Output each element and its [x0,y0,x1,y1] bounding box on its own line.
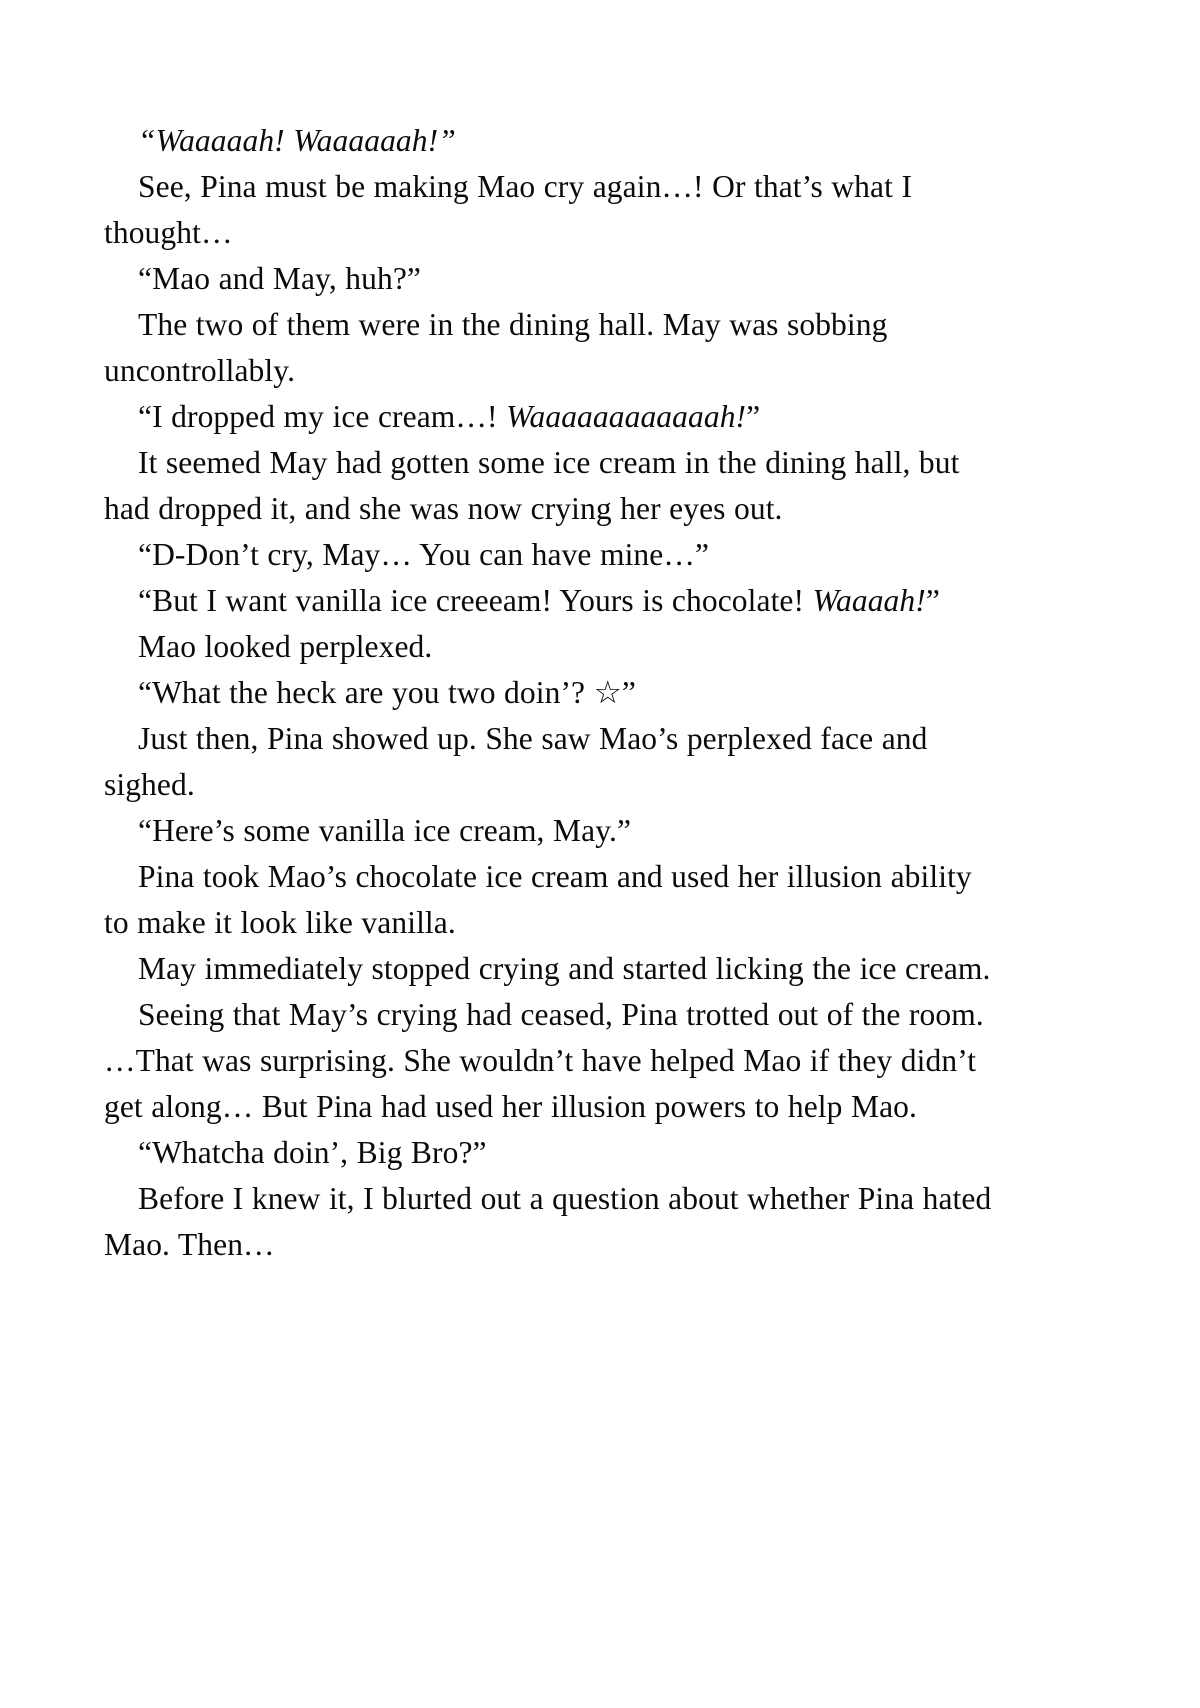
plain-text: The two of them were in the dining hall. May was sobbing uncontrollably. [104,307,888,388]
paragraph [104,394,1002,440]
plain-text: “What the heck are you two doin’? ☆” [138,675,637,710]
paragraph [104,1176,1002,1268]
paragraph [104,1130,1002,1176]
paragraph [104,624,1002,670]
plain-text: Seeing that May’s crying had ceased, Pina trotted out of the room. …That was surprising. She wouldn’t have helped Mao if they didn’t get along… But Pina had used her illusion powers to help Mao. [104,997,984,1124]
plain-text: Pina took Mao’s chocolate ice cream and used her illusion ability to make it look like vanilla. [104,859,972,940]
paragraph [104,992,1002,1130]
emphasis-text: Waaaaaaaaaaaah! [506,399,747,434]
paragraph [104,808,1002,854]
paragraph [104,946,1002,992]
paragraph [104,670,1002,716]
plain-text: Mao looked perplexed. [138,629,433,664]
plain-text: Just then, Pina showed up. She saw Mao’s perplexed face and sighed. [104,721,928,802]
plain-text: “Here’s some vanilla ice cream, May.” [138,813,632,848]
emphasis-text: Waaaah! [812,583,926,618]
plain-text: It seemed May had gotten some ice cream in the dining hall, but had dropped it, and she was now crying her eyes out. [104,445,960,526]
plain-text: Before I knew it, I blurted out a question about whether Pina hated Mao. Then… [104,1181,992,1262]
plain-text: “But I want vanilla ice creeeam! Yours is chocolate! [138,583,813,618]
body-text [104,118,1002,1268]
paragraph [104,854,1002,946]
paragraph [104,532,1002,578]
paragraph [104,118,1002,164]
emphasis-text: “Waaaaah! Waaaaaah!” [138,123,456,158]
plain-text: ” [746,399,761,434]
plain-text: “I dropped my ice cream…! [138,399,507,434]
paragraph [104,578,1002,624]
plain-text: “Mao and May, huh?” [138,261,422,296]
paragraph [104,164,1002,256]
plain-text: May immediately stopped crying and started licking the ice cream. [138,951,991,986]
paragraph [104,716,1002,808]
plain-text: See, Pina must be making Mao cry again…! Or that’s what I thought… [104,169,913,250]
paragraph [104,256,1002,302]
paragraph [104,440,1002,532]
plain-text: “Whatcha doin’, Big Bro?” [138,1135,487,1170]
plain-text: ” [925,583,940,618]
plain-text: “D-Don’t cry, May… You can have mine…” [138,537,710,572]
paragraph [104,302,1002,394]
